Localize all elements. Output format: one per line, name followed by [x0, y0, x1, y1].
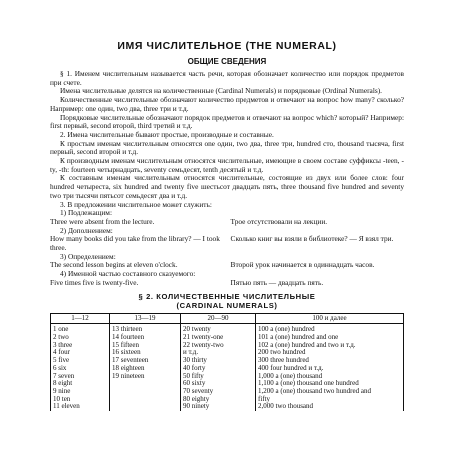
table-cell: 8 eight: [51, 380, 110, 388]
table-cell: 60 sixty: [181, 380, 256, 388]
usage-label: 4) Именной частью составного сказуемого:: [60, 269, 196, 279]
table-row: [51, 388, 404, 396]
table-cell: 20 twenty: [181, 324, 256, 334]
table-cell: 9 nine: [51, 388, 110, 396]
table-cell: 5 five: [51, 357, 110, 365]
table-cell: 1,000 a (one) thousand: [256, 373, 404, 381]
table-cell: 6 six: [51, 365, 110, 373]
paragraph: 2. Имена числительные бывают простые, производные и составные.: [60, 129, 274, 139]
table-cell: [110, 380, 181, 388]
table-cell: 22 twenty-two: [181, 342, 256, 350]
table-row: [51, 342, 404, 350]
example-english: The second lesson begins at eleven o'clock.: [50, 260, 178, 270]
example-english: How many books did you take from the library? — I took three.: [50, 234, 220, 253]
table-cell: 13 thirteen: [110, 324, 181, 334]
table-row: [51, 349, 404, 357]
table-cell: 11 eleven: [51, 403, 110, 411]
table-cell: 2,000 two thousand: [256, 403, 404, 411]
table-cell: 1,100 a (one) thousand one hundred: [256, 380, 404, 388]
example-english: Five times five is twenty-five.: [50, 277, 139, 287]
usage-label: 2) Дополнением:: [60, 225, 113, 235]
paragraph: К производным именам числительным относятся числительные, имеющие в своем составе суффиксы -teen, -ty, -th: fourteen четырнадцать, seventy семьдесят, tenth десятый и т.д.: [50, 156, 404, 174]
table-cell: [110, 396, 181, 404]
table-cell: 3 three: [51, 342, 110, 350]
example-russian: Второй урок начинается в одиннадцать часов.: [230, 260, 375, 270]
page-title: ИМЯ ЧИСЛИТЕЛЬНОЕ (THE NUMERAL): [117, 40, 337, 52]
table-cell: [110, 388, 181, 396]
paragraph: § 1. Именем числительным называется часть речи, которая обозначает количество или порядок предметов при счете.: [50, 69, 404, 87]
table-body: [51, 324, 404, 411]
table-cell: 100 a (one) hundred: [256, 324, 404, 334]
table-cell: 80 eighty: [181, 396, 256, 404]
table-cell: fifty: [256, 396, 404, 404]
table-cell: 18 eighteen: [110, 365, 181, 373]
table-cell: 7 seven: [51, 373, 110, 381]
table-cell: 16 sixteen: [110, 349, 181, 357]
table-row: [51, 365, 404, 373]
usage-example: [50, 279, 404, 288]
table-header-row: [51, 313, 404, 324]
table-cell: 90 ninety: [181, 403, 256, 411]
paragraph: Количественные числительные обозначают количество предметов и отвечают на вопрос how many? сколько? Например: one один, two два, three три и т.д.: [50, 95, 404, 113]
example-russian: Пятью пять — двадцать пять.: [230, 277, 324, 287]
table-cell: 10 ten: [51, 396, 110, 404]
table-cell: 2 two: [51, 334, 110, 342]
example-russian: Трое отсутствовали на лекции.: [230, 216, 328, 226]
usage-example: [50, 235, 404, 252]
paragraph: Имена числительные делятся на количественные (Cardinal Numerals) и порядковые (Ordinal Numerals).: [60, 86, 382, 96]
table-cell: 50 fifty: [181, 373, 256, 381]
table-cell: 1 one: [51, 324, 110, 334]
section-2-subtitle: (CARDINAL NUMERALS): [176, 300, 278, 310]
paragraph: К составным именам числительным относятся числительные, состоящие из двух или более слов: four hundred четыреста, six hundred and twenty five шестьсот двадцать пять, three thousand five hundred and seventy two три тысячи пятьсот семьдесят два и т.д.: [50, 173, 404, 200]
column-header: 20—90: [181, 313, 256, 324]
table-cell: 21 twenty-one: [181, 334, 256, 342]
usage-label: 3) Определением:: [60, 251, 116, 261]
usage-label: 1) Подлежащим:: [60, 208, 112, 218]
section-2-title: § 2. КОЛИЧЕСТВЕННЫЕ ЧИСЛИТЕЛЬНЫЕ: [138, 291, 316, 301]
table-cell: 19 nineteen: [110, 373, 181, 381]
paragraph: К простым именам числительным относятся one один, two два, three три, hundred сто, thousand тысяча, first первый, second второй и т.д.: [50, 138, 404, 157]
table-cell: 101 a (one) hundred and one: [256, 334, 404, 342]
column-header: 1—12: [51, 313, 110, 324]
section-subtitle: ОБЩИЕ СВЕДЕНИЯ: [187, 57, 267, 66]
example-english: Three were absent from the lecture.: [50, 216, 155, 226]
example-russian: Сколько книг вы взяли в библиотеке? — Я взял три.: [230, 234, 394, 244]
table-cell: 1,200 a (one) thousand two hundred and: [256, 388, 404, 396]
table-cell: 70 seventy: [181, 388, 256, 396]
table-cell: и т.д.: [181, 349, 256, 357]
table-row: [51, 324, 404, 334]
table-cell: 14 fourteen: [110, 334, 181, 342]
table-cell: 300 three hundred: [256, 357, 404, 365]
column-header: 13—19: [110, 313, 181, 324]
table-cell: [110, 403, 181, 411]
table-cell: 4 four: [51, 349, 110, 357]
table-cell: 17 seventeen: [110, 357, 181, 365]
column-header: 100 и далее: [256, 313, 404, 324]
table-row: [51, 403, 404, 411]
table-cell: 15 fifteen: [110, 342, 181, 350]
table-row: [51, 396, 404, 404]
table-cell: 102 a (one) hundred and two и т.д.: [256, 342, 404, 350]
table-cell: 40 forty: [181, 365, 256, 373]
table-cell: 30 thirty: [181, 357, 256, 365]
paragraph: 3. В предложении числительное может служить:: [60, 199, 212, 209]
cardinal-numerals-table: [50, 313, 404, 411]
table-cell: 200 two hundred: [256, 349, 404, 357]
table-row: [51, 357, 404, 365]
paragraph: Порядковые числительные обозначают порядок предметов и отвечают на вопрос which? который? Например: first первый, second второй, third третий и т.д.: [50, 112, 404, 131]
table-cell: 400 four hundred и т.д.: [256, 365, 404, 373]
